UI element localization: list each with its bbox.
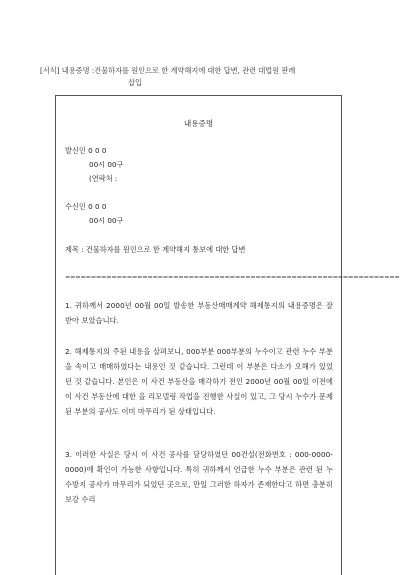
sender-contact: (연락처 :	[89, 174, 118, 183]
separator-line: =================================================================	[65, 273, 400, 281]
paragraph-2	[65, 344, 333, 419]
receiver-address: 00시 00구	[89, 216, 124, 225]
document-caption	[40, 65, 360, 89]
caption-tag: [서식] 내용증명 :	[40, 66, 95, 75]
sender-address: 00시 00구	[89, 160, 124, 169]
caption-text-line2: 삽입	[128, 78, 142, 87]
paragraph-1-text: 1. 귀하께서 2000년 00월 00일 발송한 부동산매매계약 해제통지의 내용증명은 잘 받아 보았습니다.	[65, 301, 333, 325]
paragraph-1	[65, 298, 333, 328]
paragraph-2-text: 2. 해제통지의 주된 내용을 살펴보니, 000부분 000부분의 누수이고 관련 누수 부분을 속이고 매매하였다는 내용인 것 같습니다. 그런데 이 부분은 다소가 오해가 있었던 것 같습니다. 본인은 이 사건 부동산을 매각하기 전인 2000년 00월 00일 이전에 이 사건 부동산에 대한 을 리모델링 작업을 진행한 사실이 있고, 그 당시 누수가 문제된 부분의 공사도 이미 마무리가 된 상태입니다.	[65, 347, 333, 416]
document-frame	[55, 95, 400, 575]
subject-line: 제목 : 건물하자를 원인으로 한 계약해지 통보에 대한 답변	[65, 245, 246, 254]
sender-label: 발신인 0 0 0	[65, 146, 107, 155]
paragraph-3	[65, 447, 333, 507]
document-title: 내용증명	[183, 119, 214, 128]
caption-text-line1: 건물하자를 원인으로 한 계약해지에 대한 답변, 관련 대법원 판례	[94, 66, 296, 75]
paragraph-3-text: 3. 이러한 사실은 당시 이 사건 공사를 담당하였던 00건설(전화번호 : 000-0000-0000)에 확인이 가능한 사항입니다. 특히 귀하께서 언급한 누수 부분은 관련 된 누수방지 공사가 마무리가 되었던 곳으로, 만일 그러한 하자가 존재한다고 하면 충분히 보강 수리	[65, 450, 333, 504]
receiver-label: 수신인 0 0 0	[65, 202, 107, 211]
